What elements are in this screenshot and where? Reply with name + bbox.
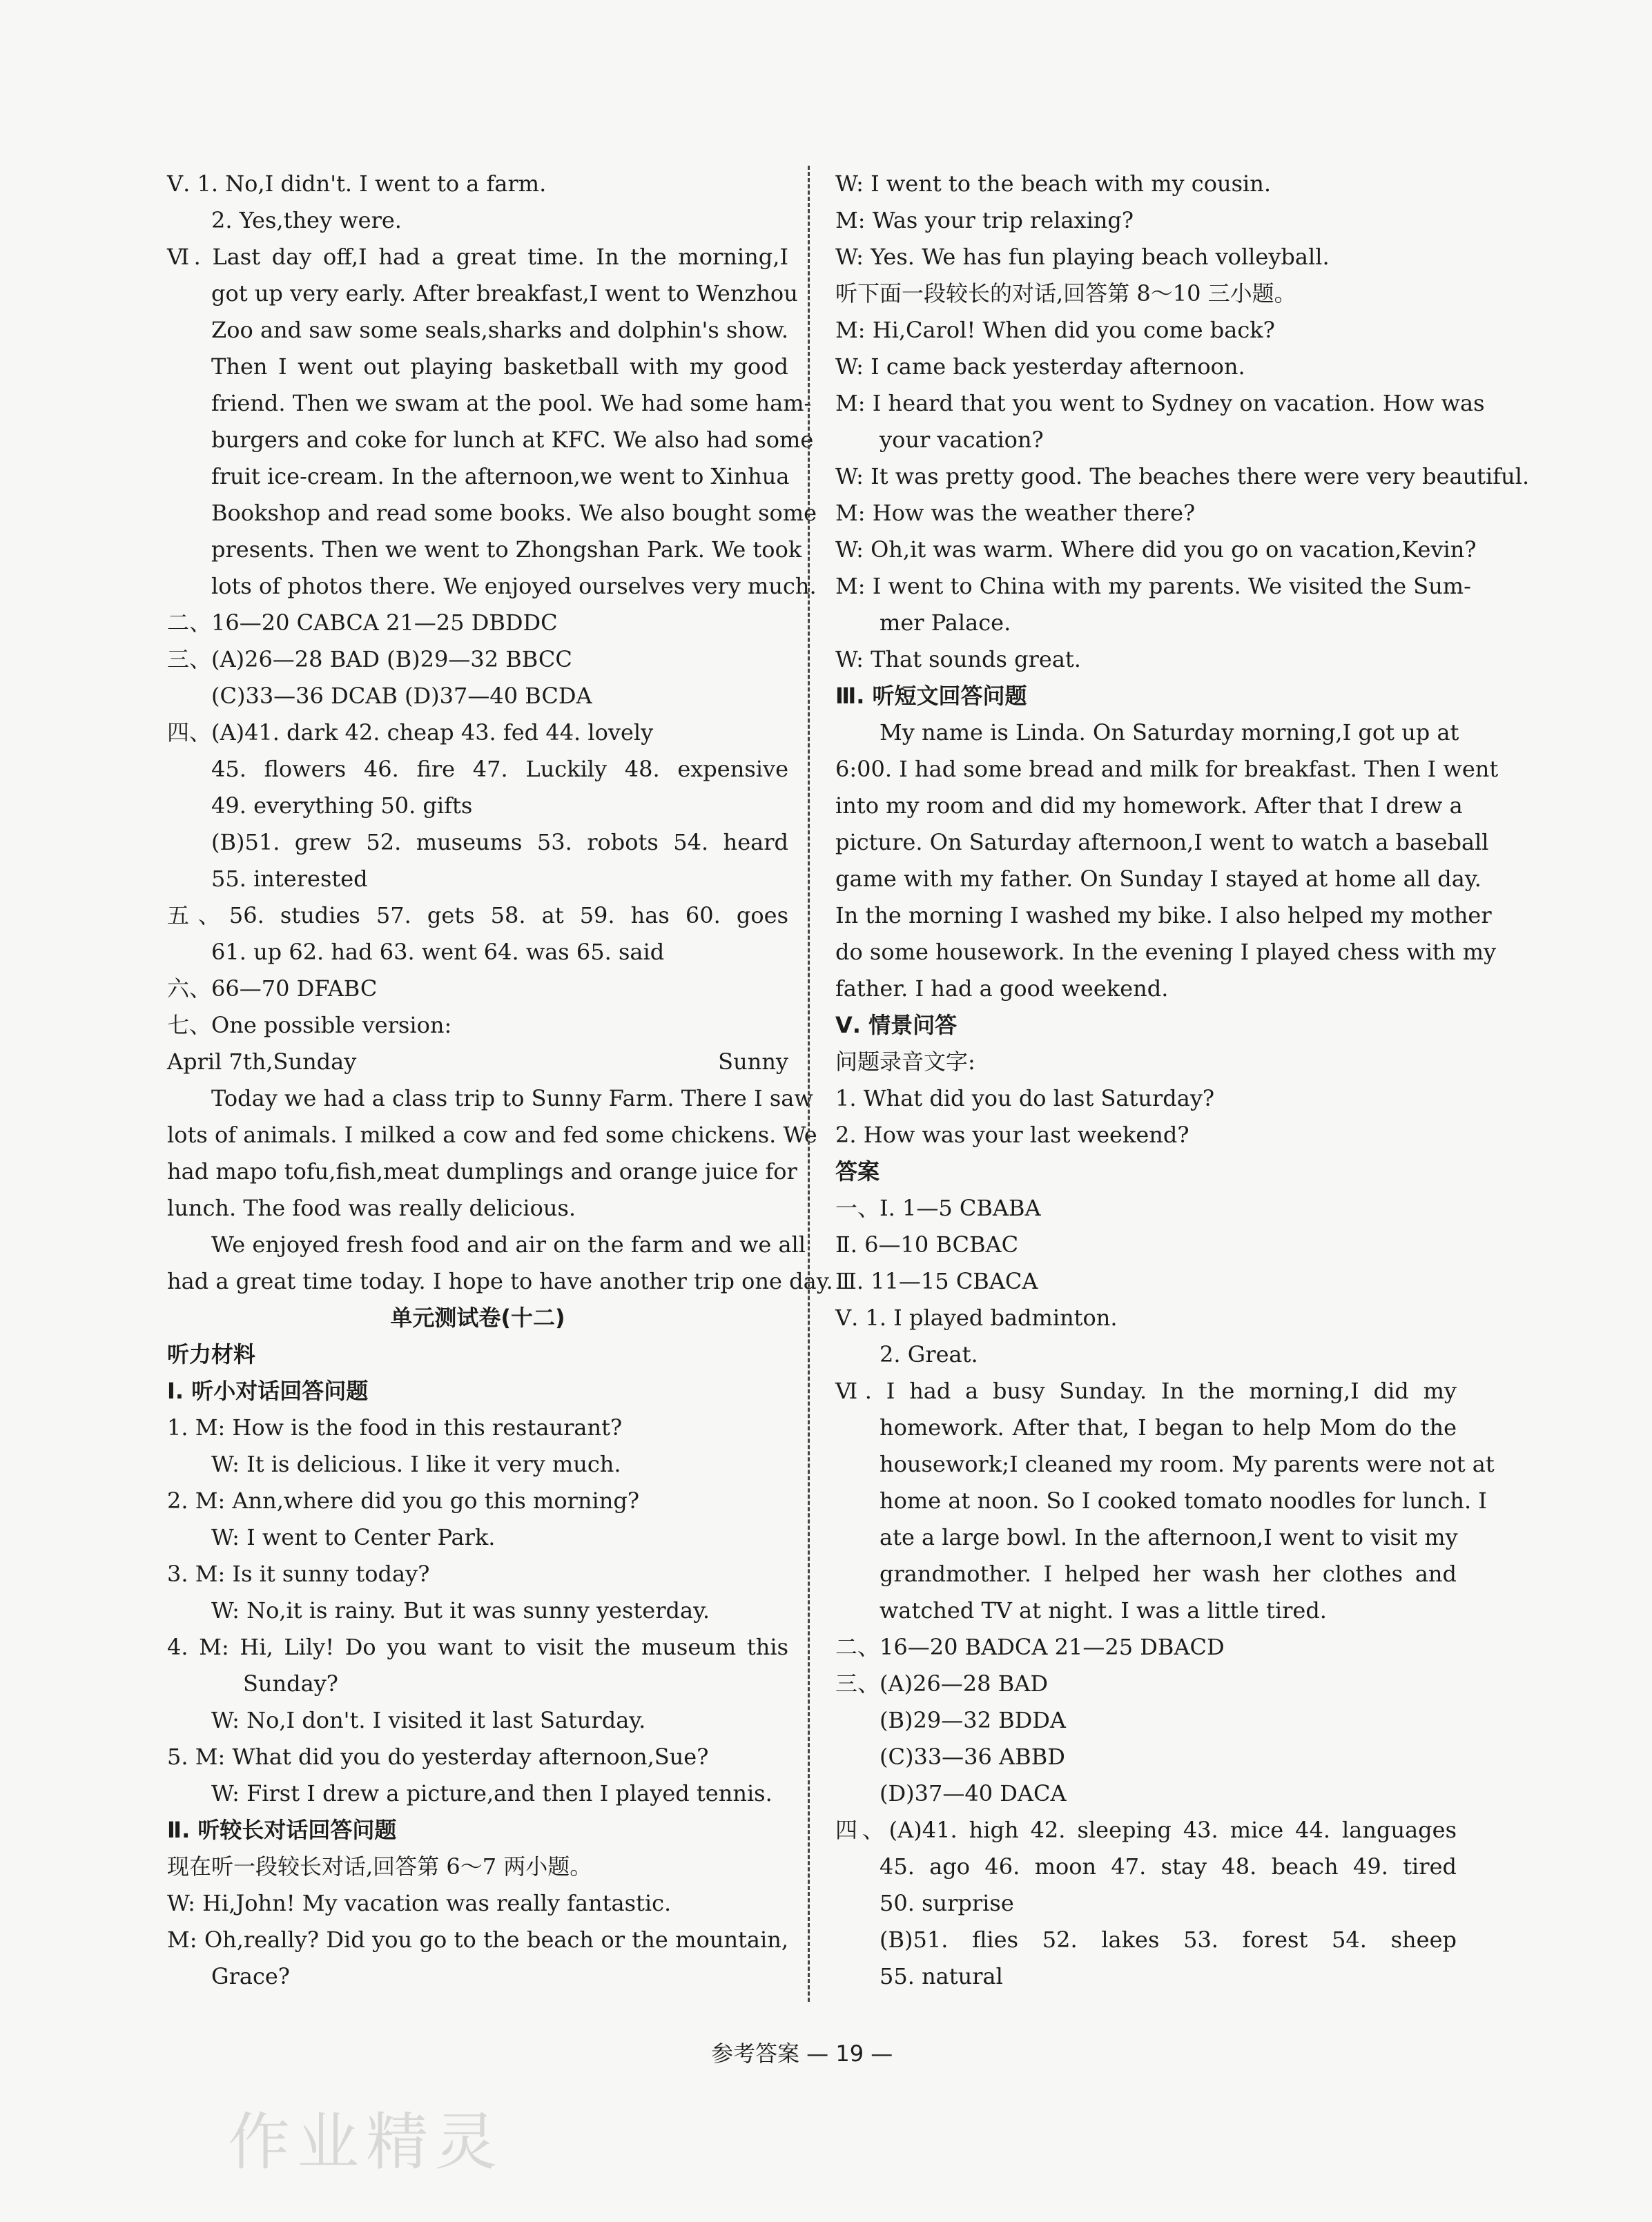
left-line: 61. up 62. had 63. went 64. was 65. said (211, 939, 665, 965)
right-line: Ⅲ. 11—15 CBACA (835, 1268, 1038, 1294)
right-line: 问题录音文字: (835, 1049, 975, 1075)
left-line: fruit ice-cream. In the afternoon,we went to Xinhua (211, 463, 790, 489)
right-line: In the morning I washed my bike. I also helped my mother (835, 902, 1492, 928)
left-line: friend. Then we swam at the pool. We had some ham- (211, 390, 812, 416)
right-line: 答案 (835, 1158, 880, 1185)
left-line: M: Oh,really? Did you go to the beach or the mountain, (167, 1927, 788, 1953)
right-line: Ⅲ. 听短文回答问题 (835, 683, 1027, 709)
right-line: Ⅵ. I had a busy Sunday. In the morning,I did my (835, 1378, 1457, 1404)
left-line: 四、(A)41. dark 42. cheap 43. fed 44. lovely (167, 719, 654, 745)
left-line: W: Hi,John! My vacation was really fantastic. (167, 1890, 672, 1916)
right-line: 二、16—20 BADCA 21—25 DBACD (835, 1634, 1225, 1660)
right-line: father. I had a good weekend. (835, 975, 1169, 1002)
left-line: Ⅴ. 1. No,I didn't. I went to a farm. (167, 170, 547, 197)
left-line: Bookshop and read some books. We also bought some (211, 500, 817, 526)
left-line: 二、16—20 CABCA 21—25 DBDDC (167, 610, 558, 636)
right-line: M: Was your trip relaxing? (835, 207, 1134, 233)
right-line: 50. surprise (880, 1890, 1014, 1916)
left-line: 45. flowers 46. fire 47. Luckily 48. expensive (211, 756, 788, 782)
right-line: M: I went to China with my parents. We visited the Sum- (835, 573, 1471, 599)
left-line: W: No,it is rainy. But it was sunny yesterday. (211, 1597, 710, 1624)
left-line: 3. M: Is it sunny today? (167, 1561, 430, 1587)
right-line: ate a large bowl. In the afternoon,I went to visit my (880, 1524, 1458, 1550)
left-line: 1. M: How is the food in this restaurant? (167, 1414, 623, 1441)
left-line: (C)33—36 DCAB (D)37—40 BCDA (211, 683, 592, 709)
diary-date: April 7th,Sunday (167, 1049, 357, 1075)
left-line: presents. Then we went to Zhongshan Park. We took (211, 536, 802, 563)
left-line: 单元测试卷(十二) (390, 1305, 565, 1331)
right-line: 1. What did you do last Saturday? (835, 1085, 1215, 1111)
right-line: 2. How was your last weekend? (835, 1122, 1189, 1148)
left-line: Sunday? (243, 1670, 338, 1697)
left-line: Ⅵ. Last day off,I had a great time. In the morning,I (167, 244, 788, 270)
left-line: (B)51. grew 52. museums 53. robots 54. heard (211, 829, 788, 855)
right-line: do some housework. In the evening I played chess with my (835, 939, 1497, 965)
left-line: 听力材料 (167, 1341, 256, 1367)
left-line: Ⅱ. 听较长对话回答问题 (167, 1817, 397, 1843)
left-line: 2. Yes,they were. (211, 207, 402, 233)
left-line: 4. M: Hi, Lily! Do you want to visit the museum this (167, 1634, 788, 1660)
right-line: your vacation? (880, 427, 1044, 453)
right-line: Ⅴ. 1. I played badminton. (835, 1305, 1118, 1331)
right-line: into my room and did my homework. After that I drew a (835, 792, 1463, 819)
right-line: W: I came back yesterday afternoon. (835, 353, 1245, 380)
left-line: had a great time today. I hope to have another trip one day. (167, 1268, 833, 1294)
right-line: (B)51. flies 52. lakes 53. forest 54. sheep (880, 1927, 1457, 1953)
right-line: housework;I cleaned my room. My parents were not at (880, 1451, 1495, 1477)
right-line: (D)37—40 DACA (880, 1780, 1067, 1806)
left-line: 55. interested (211, 866, 368, 892)
right-line: W: I went to the beach with my cousin. (835, 170, 1272, 197)
right-line: W: It was pretty good. The beaches there were very beautiful. (835, 463, 1530, 489)
right-line: W: That sounds great. (835, 646, 1081, 672)
left-line: 2. M: Ann,where did you go this morning? (167, 1488, 639, 1514)
column-divider (808, 166, 810, 2002)
left-line (167, 1044, 788, 1080)
left-line: had mapo tofu,fish,meat dumplings and orange juice for (167, 1158, 797, 1185)
left-line: lots of animals. I milked a cow and fed some chickens. We (167, 1122, 817, 1148)
right-line: 三、(A)26—28 BAD (835, 1670, 1048, 1697)
right-line: Ⅴ. 情景问答 (835, 1012, 958, 1038)
right-line: 45. ago 46. moon 47. stay 48. beach 49. tired (880, 1853, 1457, 1880)
left-line: W: I went to Center Park. (211, 1524, 496, 1550)
right-line: 6:00. I had some bread and milk for breakfast. Then I went (835, 756, 1499, 782)
right-line: home at noon. So I cooked tomato noodles for lunch. I (880, 1488, 1487, 1514)
left-line: Grace? (211, 1963, 290, 1989)
right-line: W: Yes. We has fun playing beach volleyball. (835, 244, 1330, 270)
right-line: W: Oh,it was warm. Where did you go on vacation,Kevin? (835, 536, 1477, 563)
right-line: homework. After that, I began to help Mom do the (880, 1414, 1457, 1441)
left-line: got up very early. After breakfast,I went to Wenzhou (211, 280, 798, 306)
right-line: My name is Linda. On Saturday morning,I got up at (880, 719, 1459, 745)
right-line: 一、Ⅰ. 1—5 CBABA (835, 1195, 1041, 1221)
right-line: grandmother. I helped her wash her clothes and (880, 1561, 1457, 1587)
left-line: We enjoyed fresh food and air on the farm and we all (211, 1231, 806, 1258)
left-line: W: It is delicious. I like it very much. (211, 1451, 621, 1477)
right-line: picture. On Saturday afternoon,I went to watch a baseball (835, 829, 1489, 855)
left-line: 49. everything 50. gifts (211, 792, 473, 819)
left-line: 现在听一段较长对话,回答第 6～7 两小题。 (167, 1853, 592, 1880)
left-line: 六、66—70 DFABC (167, 975, 378, 1002)
left-line: Zoo and saw some seals,sharks and dolphin's show. (211, 317, 788, 343)
left-line: 七、One possible version: (167, 1012, 452, 1038)
left-line: lots of photos there. We enjoyed ourselves very much. (211, 573, 817, 599)
page-footer: 参考答案 — 19 — (711, 2040, 893, 2067)
left-line: Then I went out playing basketball with my good (211, 353, 788, 380)
left-line: W: First I drew a picture,and then I played tennis. (211, 1780, 772, 1806)
right-line: game with my father. On Sunday I stayed at home all day. (835, 866, 1481, 892)
left-line: 三、(A)26—28 BAD (B)29—32 BBCC (167, 646, 572, 672)
right-line: 55. natural (880, 1963, 1003, 1989)
right-line: 四、(A)41. high 42. sleeping 43. mice 44. languages (835, 1817, 1457, 1843)
left-line: burgers and coke for lunch at KFC. We also had some (211, 427, 814, 453)
left-column (167, 166, 833, 1995)
left-line: lunch. The food was really delicious. (167, 1195, 576, 1221)
right-line: mer Palace. (880, 610, 1011, 636)
right-line: (B)29—32 BDDA (880, 1707, 1067, 1733)
left-line: 五、56. studies 57. gets 58. at 59. has 60. goes (167, 902, 788, 928)
left-line: Today we had a class trip to Sunny Farm. There I saw (211, 1085, 813, 1111)
diary-weather: Sunny (718, 1049, 788, 1075)
right-line: (C)33—36 ABBD (880, 1744, 1065, 1770)
right-column (835, 166, 1530, 1995)
right-line: watched TV at night. I was a little tired. (880, 1597, 1327, 1624)
left-line: 5. M: What did you do yesterday afternoon,Sue? (167, 1744, 709, 1770)
right-line: Ⅱ. 6—10 BCBAC (835, 1231, 1019, 1258)
right-line: 听下面一段较长的对话,回答第 8～10 三小题。 (835, 280, 1296, 306)
right-line: M: I heard that you went to Sydney on vacation. How was (835, 390, 1485, 416)
left-line: Ⅰ. 听小对话回答问题 (167, 1378, 369, 1404)
left-line: W: No,I don't. I visited it last Saturday. (211, 1707, 646, 1733)
right-line: M: Hi,Carol! When did you come back? (835, 317, 1275, 343)
right-line: M: How was the weather there? (835, 500, 1196, 526)
watermark: 作业精灵 (228, 2106, 504, 2179)
right-line: 2. Great. (880, 1341, 978, 1367)
